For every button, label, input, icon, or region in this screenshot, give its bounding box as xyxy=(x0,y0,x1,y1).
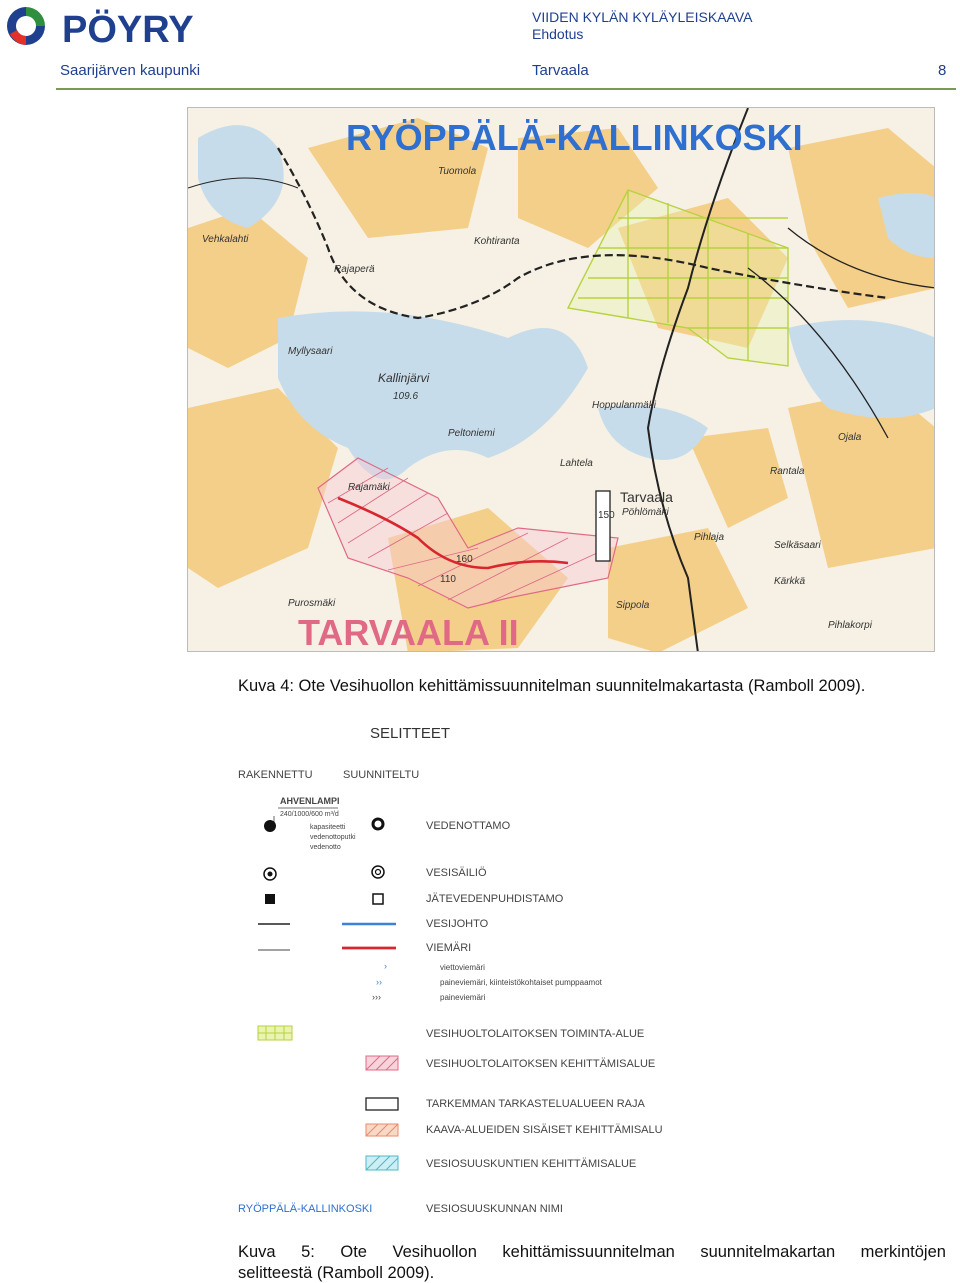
planned-intake-icon xyxy=(373,819,383,829)
municipality-name: Saarijärven kaupunki xyxy=(60,62,201,79)
built-treatment-plant-icon xyxy=(265,894,275,904)
cooperative-area-swatch xyxy=(366,1156,398,1170)
map-label: Sippola xyxy=(616,600,650,611)
caption-word: Kuva xyxy=(238,1243,276,1261)
map-legend xyxy=(238,716,723,1221)
map-label: Myllysaari xyxy=(288,346,333,357)
built-intake-icon xyxy=(264,820,276,832)
map-label: Lahtela xyxy=(560,458,593,469)
pressure-sewer-pumps-icon: ›› xyxy=(376,977,382,987)
map-label: Selkäsaari xyxy=(774,540,821,551)
legend-sample-line: vedenottoputki xyxy=(310,834,356,841)
caption-word: merkintöjen xyxy=(860,1243,946,1261)
inspection-area-border xyxy=(596,491,610,561)
legend-label: VESIHUOLTOLAITOKSEN KEHITTÄMISALUE xyxy=(426,1058,656,1070)
legend-sample-name: AHVENLAMPI xyxy=(280,796,340,806)
legend-label: VESISÄILIÖ xyxy=(426,867,487,879)
legend-sample-line: vedenotto xyxy=(310,844,341,851)
legend-column-planned: SUUNNITELTU xyxy=(343,769,420,781)
operating-area-swatch xyxy=(258,1026,292,1040)
map-label: Rajaperä xyxy=(334,264,375,275)
page-number: 8 xyxy=(938,62,947,79)
document-title: VIIDEN KYLÄN KYLÄYLEISKAAVA xyxy=(532,9,753,25)
figure-5-caption-line2: selitteestä (Ramboll 2009). xyxy=(238,1264,435,1282)
map-title-bottom: TARVAALA II xyxy=(298,612,519,652)
map-label: Kohtiranta xyxy=(474,236,520,247)
legend-cooperative-sample: RYÖPPÄLÄ-KALLINKOSKI xyxy=(238,1203,373,1215)
map-label: Pihlakorpi xyxy=(828,620,872,631)
water-supply-plan-map xyxy=(187,107,935,652)
map-label: Rantala xyxy=(770,466,805,477)
pressure-sewer-icon: ››› xyxy=(372,992,381,1002)
planned-treatment-plant-icon xyxy=(373,894,383,904)
figure-4-caption: Kuva 4: Ote Vesihuollon kehittämissuunnitelman suunnitelmakartasta (Ramboll 2009). xyxy=(238,677,866,695)
poyry-swirl-icon xyxy=(7,7,45,45)
legend-sublabel: viettoviemäri xyxy=(440,963,485,972)
map-label: Pöhlömäki xyxy=(622,507,669,518)
caption-word: Vesihuollon xyxy=(392,1243,477,1261)
figure-5-caption-line1 xyxy=(238,1243,946,1262)
legend-label: KAAVA-ALUEIDEN SISÄISET KEHITTÄMISALU xyxy=(426,1124,663,1136)
caption-word: suunnitelmakartan xyxy=(700,1243,836,1261)
poyry-logo xyxy=(4,4,244,50)
map-label: Hoppulanmäki xyxy=(592,400,656,411)
caption-word: Ote xyxy=(340,1243,367,1261)
legend-label: VESIOSUUSKUNNAN NIMI xyxy=(426,1203,563,1215)
map-label: 150 xyxy=(598,510,615,521)
legend-label: VESIOSUUSKUNTIEN KEHITTÄMISALUE xyxy=(426,1158,637,1170)
caption-word: kehittämissuunnitelman xyxy=(502,1243,675,1261)
legend-label: VIEMÄRI xyxy=(426,942,472,954)
map-label: Tuomola xyxy=(438,166,477,177)
map-label: 109.6 xyxy=(393,391,419,402)
legend-sample-capacity: 240/1000/600 m³/d xyxy=(280,811,339,818)
map-label: Rajamäki xyxy=(348,482,390,493)
map-label: Vehkalahti xyxy=(202,234,249,245)
legend-column-built: RAKENNETTU xyxy=(238,769,313,781)
map-canvas xyxy=(188,108,935,652)
map-label: 160 xyxy=(456,554,473,565)
gravity-sewer-icon: › xyxy=(384,961,387,971)
map-label: Ojala xyxy=(838,432,862,443)
map-label: Pihlaja xyxy=(694,532,725,543)
legend-sublabel: paineviemäri xyxy=(440,993,486,1002)
map-label: Purosmäki xyxy=(288,598,336,609)
header-divider xyxy=(56,88,956,90)
inspection-border-swatch xyxy=(366,1098,398,1110)
map-label: Kärkkä xyxy=(774,576,806,587)
legend-sublabel: paineviemäri, kiinteistökohtaiset pumppaamot xyxy=(440,978,602,987)
map-label: Peltoniemi xyxy=(448,428,495,439)
logo-wordmark: PÖYRY xyxy=(62,9,194,50)
area-name: Tarvaala xyxy=(532,62,589,79)
map-label: 110 xyxy=(440,574,456,585)
legend-label: TARKEMMAN TARKASTELUALUEEN RAJA xyxy=(426,1098,645,1110)
legend-sample-line: kapasiteetti xyxy=(310,824,346,831)
legend-label: VESIHUOLTOLAITOKSEN TOIMINTA-ALUE xyxy=(426,1028,645,1040)
map-title-top: RYÖPPÄLÄ-KALLINKOSKI xyxy=(346,117,803,158)
legend-label: VESIJOHTO xyxy=(426,918,489,930)
development-area-swatch xyxy=(366,1056,398,1070)
caption-word: 5: xyxy=(301,1243,315,1261)
zone-internal-area-swatch xyxy=(366,1124,398,1136)
document-status: Ehdotus xyxy=(532,26,584,42)
legend-label: JÄTEVEDENPUHDISTAMO xyxy=(426,893,564,905)
legend-title: SELITTEET xyxy=(370,725,451,742)
map-label: Kallinjärvi xyxy=(378,371,430,385)
map-label: Tarvaala xyxy=(620,489,673,505)
legend-label: VEDENOTTAMO xyxy=(426,820,511,832)
